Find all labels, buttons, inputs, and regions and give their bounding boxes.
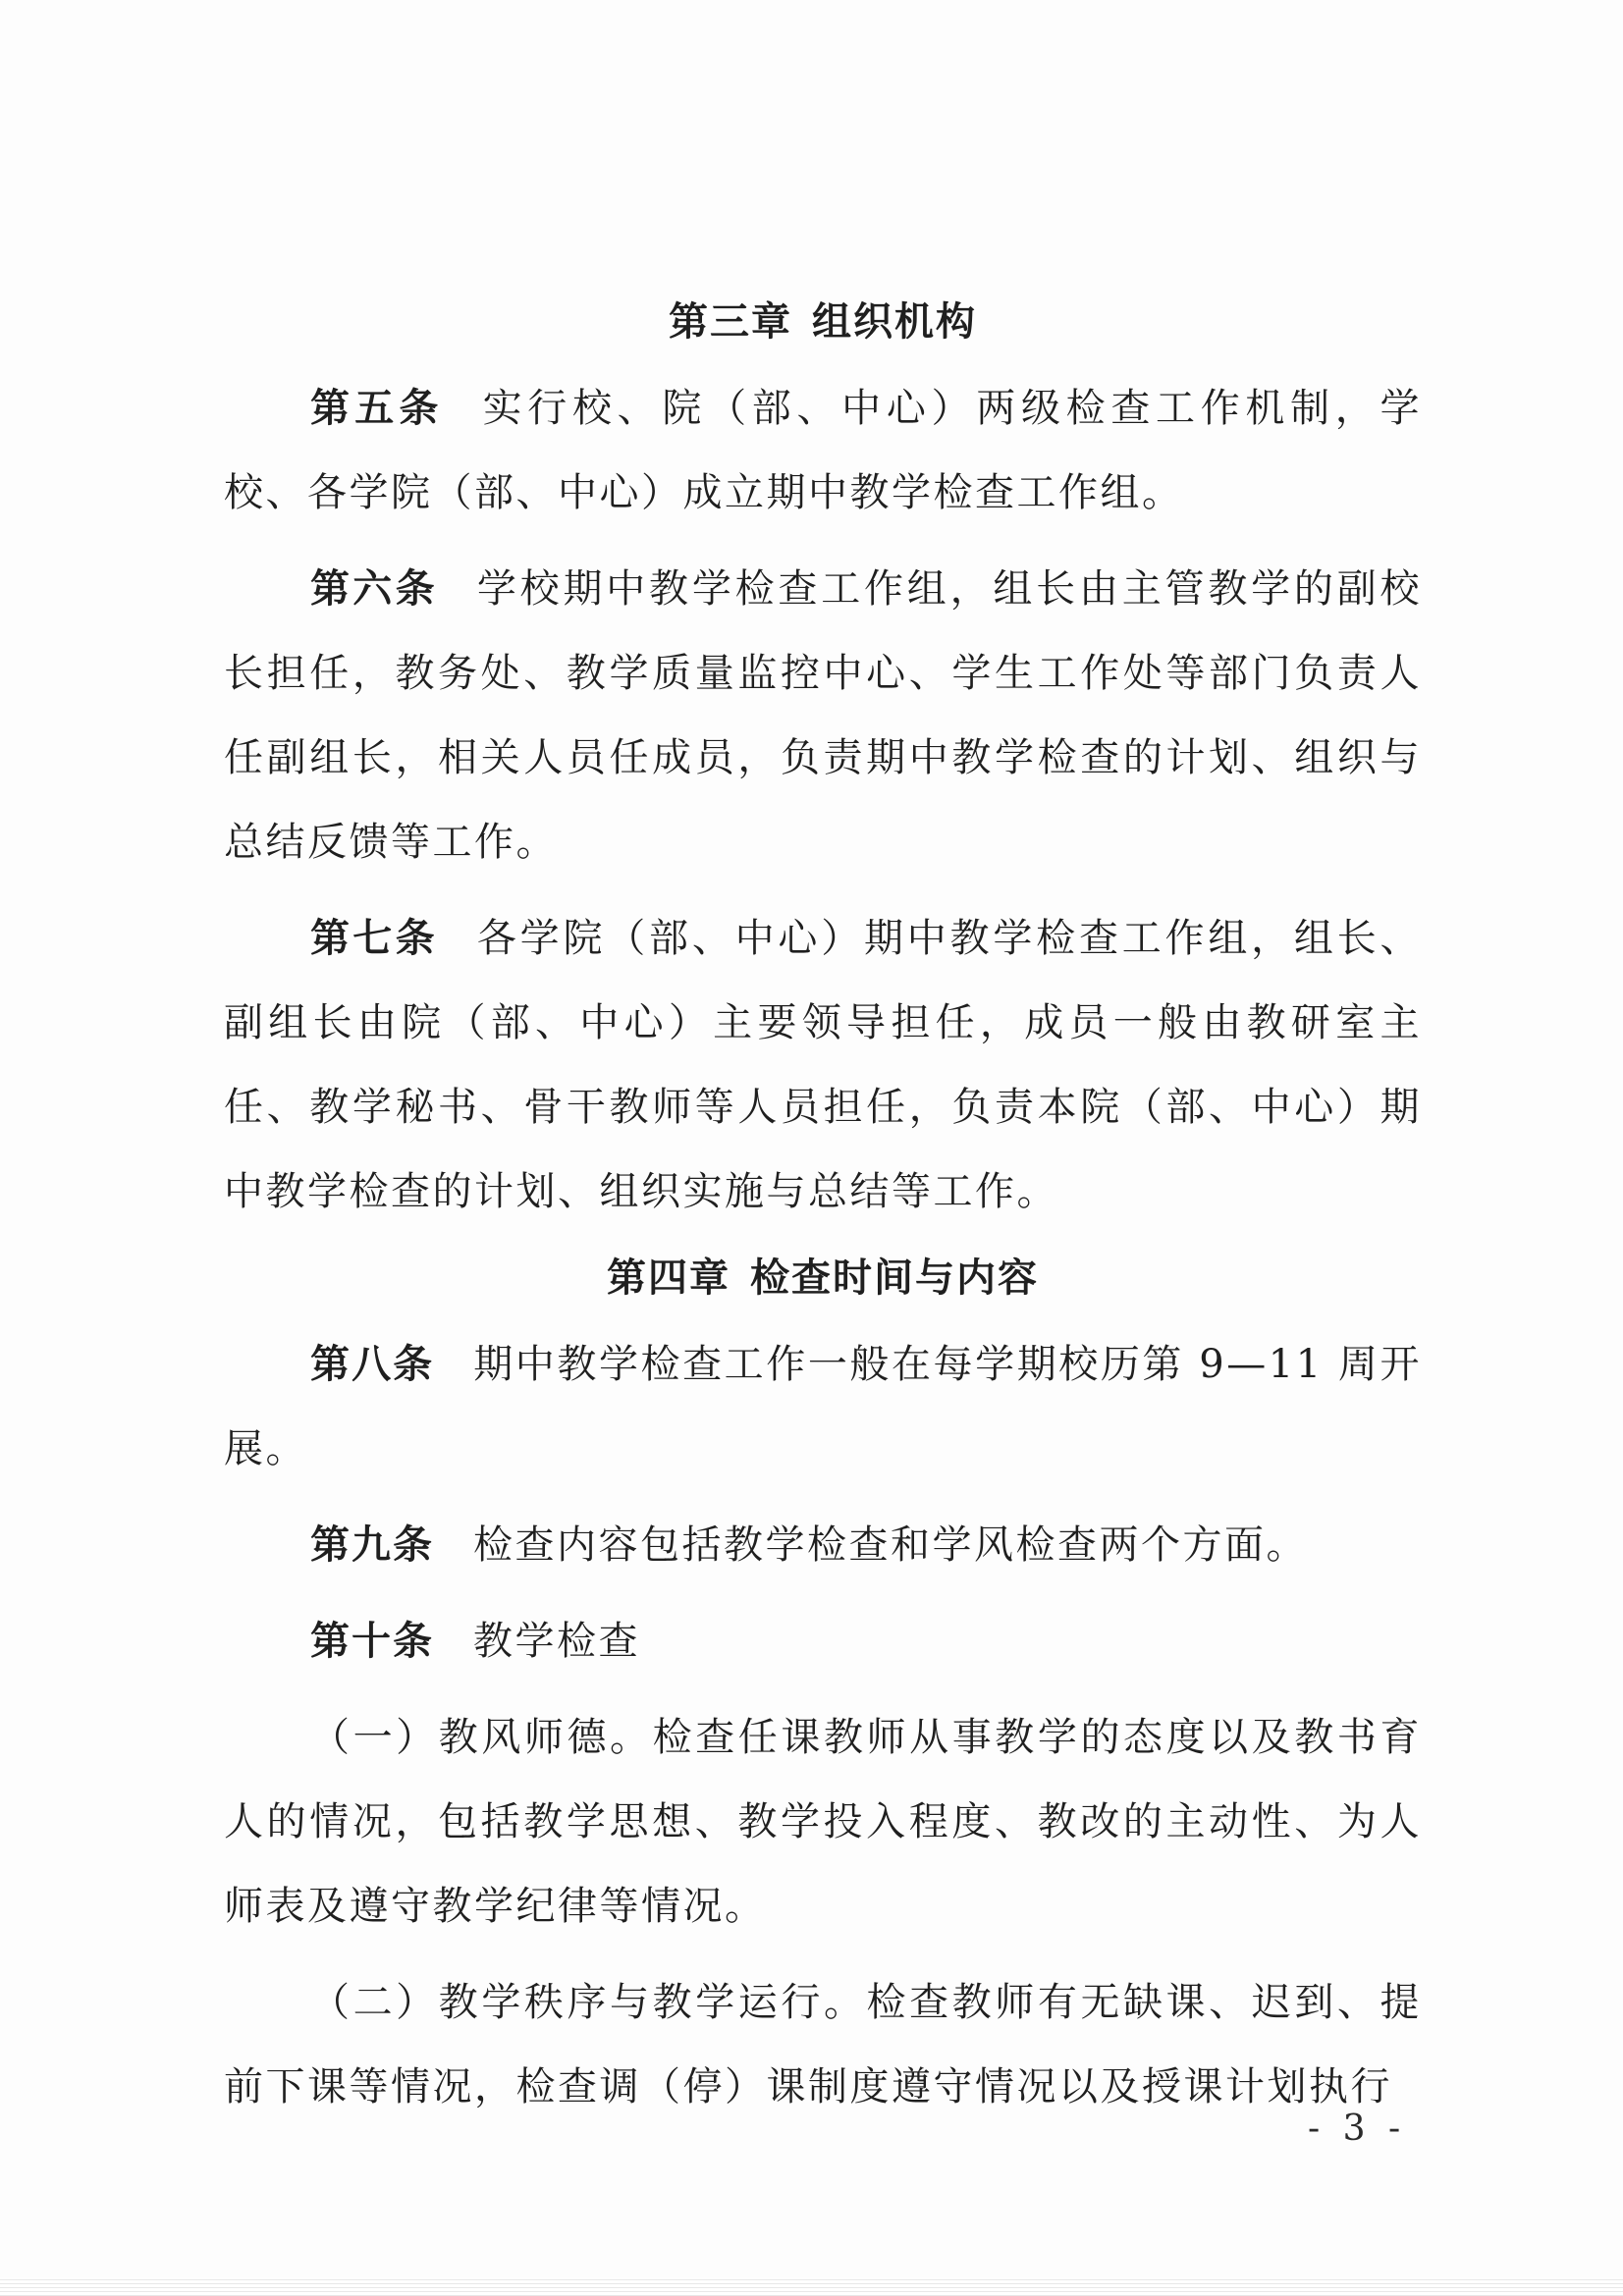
article-5 [224, 366, 1422, 535]
article-6 [224, 547, 1422, 884]
scan-edge-lines [0, 2277, 1623, 2296]
chapter-4-subtitle: 检查时间与内容 [750, 1255, 1039, 1301]
chapter-4-title: 第四章 [607, 1255, 730, 1301]
article-8-label: 第八条 [310, 1342, 435, 1387]
article-9-label: 第九条 [310, 1522, 434, 1568]
article-7-label: 第七条 [310, 916, 438, 961]
article-6-label: 第六条 [310, 566, 438, 612]
chapter-4-heading [224, 1234, 1422, 1322]
article-7 [224, 896, 1422, 1234]
chapter-3-subtitle: 组织机构 [812, 299, 977, 345]
article-7-text: 各学院（部、中心）期中教学检查工作组，组长、副组长由院（部、中心）主要领导担任，成员一般由教研室主任、教学秘书、骨干教师等人员担任，负责本院（部、中心）期中教学检查的计划、组织实施与总结等工作。 [224, 916, 1422, 1214]
chapter-3-heading [224, 278, 1422, 366]
article-5-label: 第五条 [310, 386, 444, 431]
article-6-text: 学校期中教学检查工作组，组长由主管教学的副校长担任，教务处、教学质量监控中心、学生工作处等部门负责人任副组长，相关人员任成员，负责期中教学检查的计划、组织与总结反馈等工作。 [224, 566, 1422, 865]
article-10-label: 第十条 [310, 1619, 434, 1664]
article-9 [224, 1503, 1422, 1587]
article-9-text: 检查内容包括教学检查和学风检查两个方面。 [473, 1522, 1308, 1568]
chapter-3-title: 第三章 [669, 299, 792, 345]
page-body [224, 278, 1422, 2141]
article-8-text: 期中教学检查工作一般在每学期校历第 9—11 周开展。 [224, 1342, 1423, 1471]
item-1-text: （一）教风师德。检查任课教师从事教学的态度以及教书育人的情况，包括教学思想、教学投入程度、教改的主动性、为人师表及遵守教学纪律等情况。 [224, 1715, 1422, 1929]
article-10-text: 教学检查 [473, 1619, 640, 1664]
item-1 [224, 1695, 1422, 1949]
page-number: - 3 - [1308, 2109, 1407, 2149]
item-2 [224, 1960, 1422, 2129]
article-10 [224, 1599, 1422, 1683]
item-2-text: （二）教学秩序与教学运行。检查教师有无缺课、迟到、提前下课等情况，检查调（停）课制度遵守情况以及授课计划执行 [224, 1980, 1422, 2109]
article-8 [224, 1322, 1422, 1491]
article-5-text: 实行校、院（部、中心）两级检查工作机制，学校、各学院（部、中心）成立期中教学检查工作组。 [224, 386, 1423, 515]
